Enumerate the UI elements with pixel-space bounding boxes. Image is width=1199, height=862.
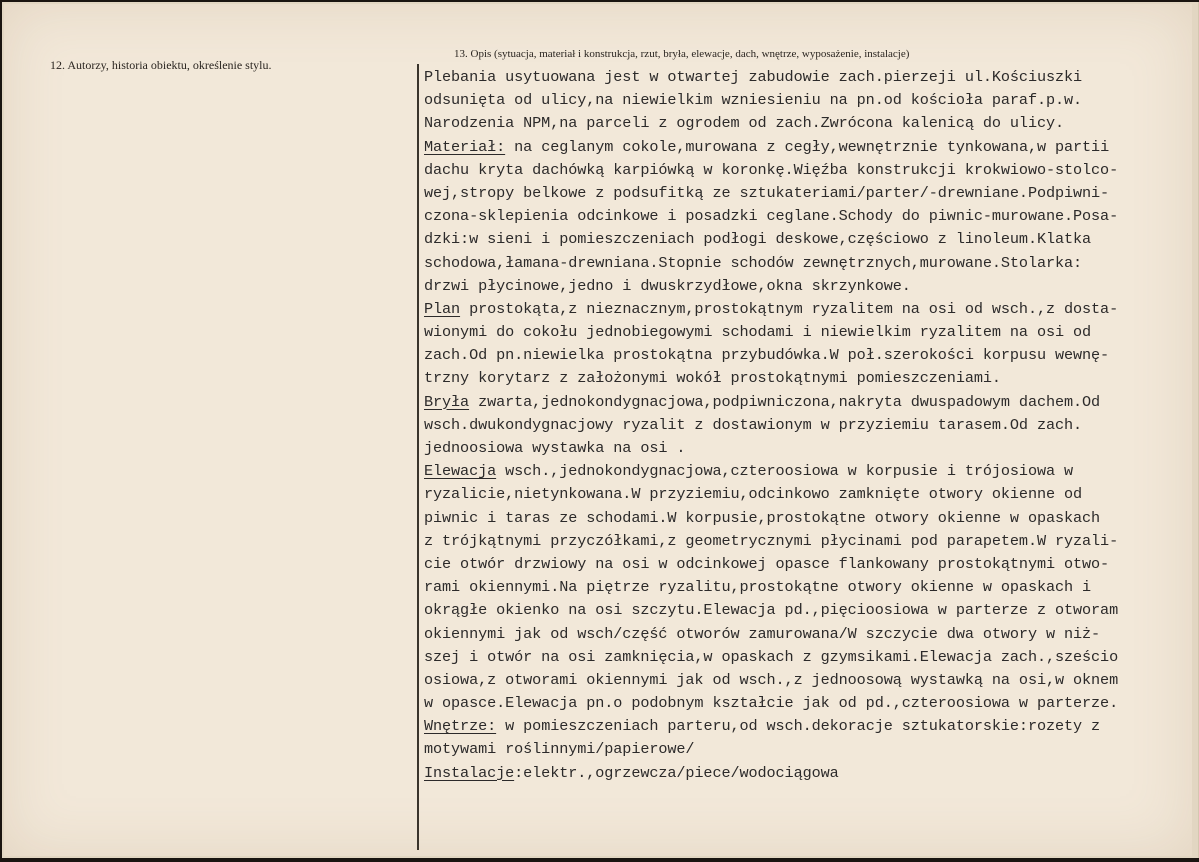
text-line (424, 437, 1194, 460)
text-line (424, 66, 1194, 89)
line-text: w opasce.Elewacja pn.o podobnym kształcie jak od pd.,czteroosiowa w parterze. (424, 694, 1119, 713)
column-divider (417, 64, 419, 850)
line-text: prostokąta,z nieznacznym,prostokątnym ryzalitem na osi od wsch.,z dosta- (460, 299, 1119, 318)
line-text: okrągłe okienko na osi szczytu.Elewacja pd.,pięcioosiowa w parterze z otworam (424, 601, 1119, 620)
section-keyword: Wnętrze: (424, 717, 497, 736)
section-keyword: Materiał: (424, 137, 506, 156)
section-keyword: Instalacje (424, 763, 515, 782)
text-line (424, 507, 1194, 530)
line-text: zwarta,jednokondygnacjowa,podpiwniczona,nakryta dwuspadowym dachem.Od (469, 392, 1101, 411)
line-text: z trójkątnymi przyczółkami,z geometrycznymi płycinami pod parapetem.W ryzali- (424, 531, 1119, 550)
line-text: ryzalicie,nietynkowana.W przyziemiu,odcinkowo zamknięte otwory okienne od (424, 485, 1083, 504)
text-line (424, 623, 1194, 646)
text-line (424, 483, 1194, 506)
text-line (424, 576, 1194, 599)
line-text: jednoosiowa wystawka na osi . (424, 439, 686, 457)
line-text: czona-sklepienia odcinkowe i posadzki ceglane.Schody do piwnic-murowane.Posa- (424, 207, 1119, 226)
section-keyword: Bryła (424, 392, 470, 411)
text-line (424, 391, 1194, 414)
text-line (424, 275, 1194, 298)
line-text: dzki:w sieni i pomieszczeniach podłogi deskowe,częściowo z linoleum.Klatka (424, 230, 1092, 249)
text-line (424, 89, 1194, 112)
text-line (424, 738, 1194, 761)
text-line (424, 252, 1194, 275)
text-line (424, 715, 1194, 738)
text-line (424, 553, 1194, 576)
line-text: szej i otwór na osi zamknięcia,w opaskach z gzymsikami.Elewacja zach.,sześcio (424, 647, 1119, 666)
section-keyword: Elewacja (424, 462, 497, 481)
text-line (424, 344, 1194, 367)
text-line (424, 159, 1194, 182)
line-text: wej,stropy belkowe z podsufitką ze sztukateriami/parter/-drewniane.Podpiwni- (424, 183, 1110, 202)
line-text: cie otwór drzwiowy na osi w odcinkowej opasce flankowany prostokątnymi otwo- (424, 554, 1110, 573)
line-text: wsch.,jednokondygnacjowa,czteroosiowa w korpusie i trójosiowa w (496, 462, 1074, 481)
text-line (424, 692, 1194, 715)
line-text: :elektr.,ogrzewcza/piece/wodociągowa (514, 763, 839, 782)
text-line (424, 646, 1194, 669)
text-line (424, 599, 1194, 622)
line-text: Narodzenia NPM,na parceli z ogrodem od zach.Zwrócona kalenicą do ulicy. (424, 114, 1064, 133)
line-text: w pomieszczeniach parteru,od wsch.dekoracje sztukatorskie:rozety z (496, 717, 1101, 736)
line-text: dachu kryta dachówką karpiówką w koronkę.Więźba konstrukcji krokwiowo-stolco- (424, 160, 1119, 179)
line-text: trzny korytarz z założonymi wokół prostokątnymi pomieszczeniami. (424, 369, 1001, 388)
line-text: odsunięta od ulicy,na niewielkim wzniesieniu na pn.od kościoła paraf.p.w. (424, 91, 1083, 110)
text-line (424, 762, 1194, 785)
text-line (424, 112, 1194, 135)
text-line (424, 669, 1194, 692)
text-line (424, 205, 1194, 228)
line-text: wsch.dwukondygnacjowy ryzalit z dostawionym w przyziemiu tarasem.Od zach. (424, 415, 1083, 434)
text-line (424, 367, 1194, 390)
line-text: motywami roślinnymi/papierowe/ (424, 740, 695, 759)
text-line (424, 530, 1194, 553)
text-line (424, 136, 1194, 159)
line-text: schodowa,łamana-drewniana.Stopnie schodów zewnętrznych,murowane.Stolarka: (424, 253, 1083, 272)
section-13-heading: 13. Opis (sytuacja, materiał i konstrukcja, rzut, bryła, elewacje, dach, wnętrze, wyposażenie, instalacje) (454, 48, 910, 60)
text-line (424, 228, 1194, 251)
line-text: rami okiennymi.Na piętrze ryzalitu,prostokątne otwory okienne w opaskach i (424, 578, 1092, 597)
description-text (424, 66, 1194, 785)
line-text: Plebania usytuowana jest w otwartej zabudowie zach.pierzeji ul.Kościuszki (424, 68, 1083, 86)
section-12-heading: 12. Autorzy, historia obiektu, określenie stylu. (50, 58, 272, 72)
text-line (424, 298, 1194, 321)
text-line (424, 321, 1194, 344)
text-line (424, 460, 1194, 483)
line-text: wionymi do cokołu jednobiegowymi schodami i niewielkim ryzalitem na osi od (424, 323, 1092, 342)
text-line (424, 182, 1194, 205)
line-text: drzwi płycinowe,jedno i dwuskrzydłowe,okna skrzynkowe. (424, 276, 911, 295)
line-text: na ceglanym cokole,murowana z cegły,wewnętrznie tynkowana,w partii (505, 137, 1110, 156)
section-keyword: Plan (424, 299, 461, 318)
line-text: zach.Od pn.niewielka prostokątna przybudówka.W poł.szerokości korpusu wewnę- (424, 346, 1110, 365)
text-line (424, 414, 1194, 437)
line-text: piwnic i taras ze schodami.W korpusie,prostokątne otwory okienne w opaskach (424, 508, 1101, 527)
line-text: osiowa,z otworami okiennymi jak od wsch.,z jednoosową wystawką na osi,w oknem (424, 670, 1119, 689)
line-text: okiennymi jak od wsch/część otworów zamurowana/W szczycie dwa otwory w niż- (424, 624, 1101, 643)
